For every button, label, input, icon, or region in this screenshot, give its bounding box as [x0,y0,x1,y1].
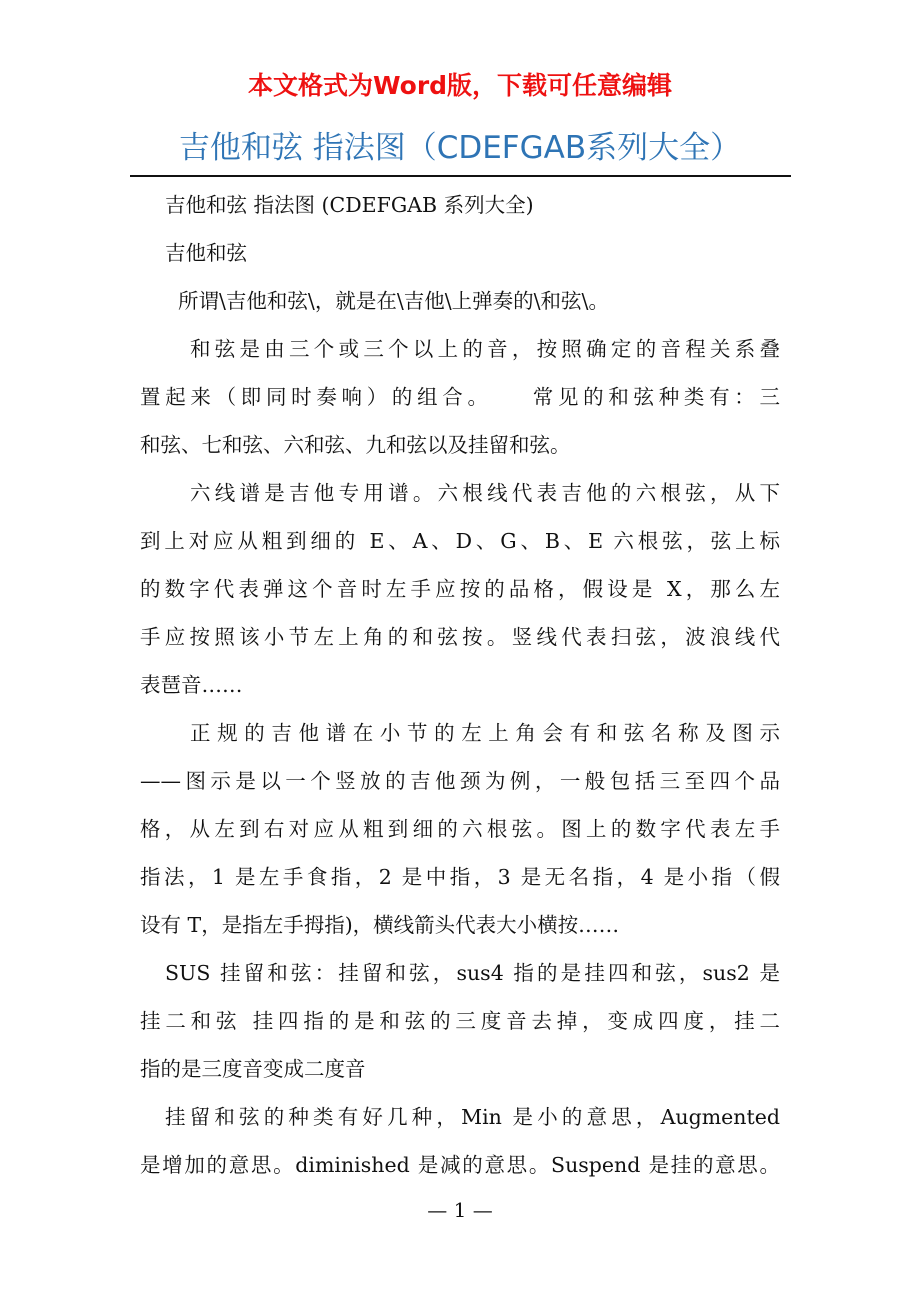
text-line: 指的是三度音变成二度音 [140,1057,366,1081]
text-line: 挂二和弦 挂四指的是和弦的三度音去掉，变成四度，挂二 [140,1009,780,1033]
text-line: 手应按照该小节左上角的和弦按。竖线代表扫弦，波浪线代 [140,625,780,649]
text-line: 表琶音…… [140,673,243,697]
text-line: 正规的吉他谱在小节的左上角会有和弦名称及图示 [190,721,780,745]
text-line: 挂留和弦的种类有好几种，Min 是小的意思，Augmented [165,1105,780,1129]
text-line: 格，从左到右对应从粗到细的六根弦。图上的数字代表左手 [140,817,780,841]
document-body [140,181,780,1189]
text-line: 所谓\吉他和弦\，就是在\吉他\上弹奏的\和弦\。 [178,289,609,313]
text-line: 的数字代表弹这个音时左手应按的品格，假设是 X，那么左 [140,577,780,601]
document-title: 吉他和弦 指法图（CDEFGAB系列大全） [178,130,742,166]
page-number: — 1 — [427,1198,493,1222]
text-line: 到上对应从粗到细的 E、A、D、G、B、E 六根弦，弦上标 [140,529,780,553]
format-notice-banner: 本文格式为Word版，下载可任意编辑 [247,71,673,100]
text-line: 指法，1 是左手食指，2 是中指，3 是无名指，4 是小指（假 [140,865,780,889]
text-line: 和弦、七和弦、六和弦、九和弦以及挂留和弦。 [140,433,571,457]
subtitle-line: 吉他和弦 指法图 (CDEFGAB 系列大全) [165,193,534,217]
text-line: ——图示是以一个竖放的吉他颈为例，一般包括三至四个品 [140,769,780,793]
text-line: 置起来（即同时奏响）的组合。 常见的和弦种类有：三 [140,385,780,409]
text-line: 是增加的意思。diminished 是减的意思。Suspend 是挂的意思。 [140,1153,780,1177]
text-line: 六线谱是吉他专用谱。六根线代表吉他的六根弦，从下 [190,481,780,505]
section-heading: 吉他和弦 [165,241,247,265]
text-line: SUS 挂留和弦：挂留和弦，sus4 指的是挂四和弦，sus2 是 [165,961,780,985]
text-line: 设有 T，是指左手拇指)，横线箭头代表大小横按…… [140,913,620,937]
text-line: 和弦是由三个或三个以上的音，按照确定的音程关系叠 [190,337,780,361]
title-divider [130,175,791,177]
